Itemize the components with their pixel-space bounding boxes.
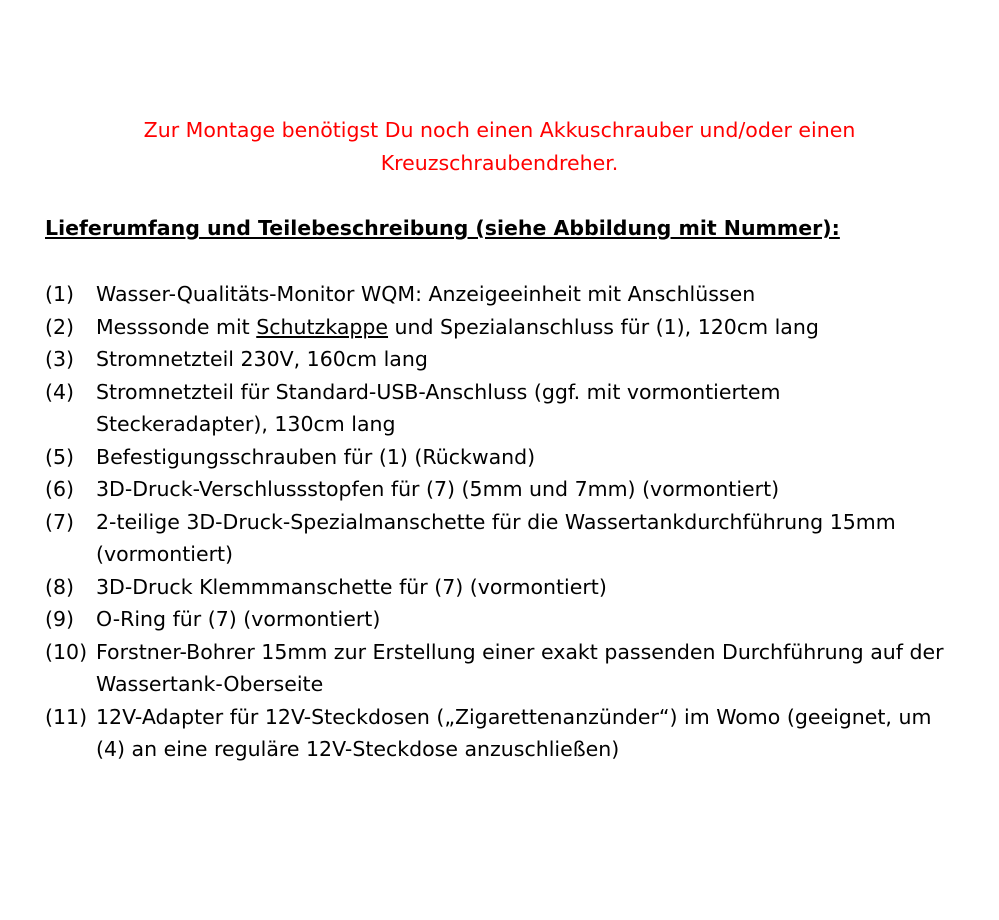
list-item <box>45 636 980 701</box>
item-number: (1) <box>45 282 75 306</box>
item-description-line: Befestigungsschrauben für (1) (Rückwand) <box>96 444 536 469</box>
item-description-line: 3D-Druck-Verschlussstopfen für (7) (5mm und 7mm) (vormontiert) <box>96 477 780 501</box>
assembly-notice-line-1: Zur Montage benötigst Du noch einen Akkuschrauber und/oder einen <box>143 118 856 142</box>
list-item <box>45 571 980 604</box>
item-number: (9) <box>45 607 75 631</box>
parts-list-heading: Lieferumfang und Teilebeschreibung (siehe Abbildung mit Nummer): <box>45 216 840 240</box>
parts-list <box>45 278 980 766</box>
item-description <box>96 278 980 311</box>
item-description-line: (4) an eine reguläre 12V-Steckdose anzuschließen) <box>96 737 620 761</box>
item-description <box>96 636 980 701</box>
item-description <box>96 571 980 604</box>
item-description-line: 12V-Adapter für 12V-Steckdosen („Zigarettenanzünder“) im Womo (geeignet, um <box>96 704 932 729</box>
item-description-line: Wassertank-Oberseite <box>96 672 324 696</box>
item-number: (8) <box>45 574 75 599</box>
underlined-term: Schutzkappe <box>256 314 389 339</box>
item-description <box>96 376 980 441</box>
list-item <box>45 343 980 376</box>
list-item <box>45 506 980 571</box>
list-item <box>45 311 980 344</box>
list-item <box>45 701 980 766</box>
item-description <box>96 506 980 571</box>
item-number: (2) <box>45 314 75 339</box>
item-number: (5) <box>45 444 75 469</box>
item-description-line: Stromnetzteil für Standard-USB-Anschluss (ggf. mit vormontiertem <box>96 379 781 404</box>
item-number: (6) <box>45 477 75 501</box>
list-item <box>45 278 980 311</box>
list-item <box>45 603 980 636</box>
item-number: (4) <box>45 379 75 404</box>
list-item <box>45 473 980 506</box>
item-number: (11) <box>45 704 88 729</box>
item-description-line: (vormontiert) <box>96 542 234 566</box>
item-number: (10) <box>45 639 88 664</box>
item-description <box>96 603 980 636</box>
list-item <box>45 376 980 441</box>
item-description-line <box>96 311 980 344</box>
item-description-line: O-Ring für (7) (vormontiert) <box>96 607 381 631</box>
item-description-line: Wasser-Qualitäts-Monitor WQM: Anzeigeeinheit mit Anschlüssen <box>96 282 756 306</box>
item-description-text: Messsonde mit <box>96 314 257 339</box>
item-description <box>96 441 980 474</box>
item-description-line: Stromnetzteil 230V, 160cm lang <box>96 347 428 371</box>
assembly-notice-line-2: Kreuzschraubendreher. <box>380 151 619 175</box>
item-description <box>96 473 980 506</box>
item-description-text: und Spezialanschluss für (1), 120cm lang <box>388 314 819 339</box>
list-item <box>45 441 980 474</box>
item-description-line: Steckeradapter), 130cm lang <box>96 412 396 436</box>
item-description <box>96 311 980 344</box>
item-number: (7) <box>45 509 75 534</box>
item-number: (3) <box>45 347 75 371</box>
assembly-notice <box>0 114 999 180</box>
item-description-line: 3D-Druck Klemmmanschette für (7) (vormontiert) <box>96 574 607 599</box>
item-description <box>96 343 980 376</box>
item-description-line: Forstner-Bohrer 15mm zur Erstellung einer exakt passenden Durchführung auf der <box>96 639 944 664</box>
item-description-line: 2-teilige 3D-Druck-Spezialmanschette für die Wassertankdurchführung 15mm <box>96 509 896 534</box>
item-description <box>96 701 980 766</box>
